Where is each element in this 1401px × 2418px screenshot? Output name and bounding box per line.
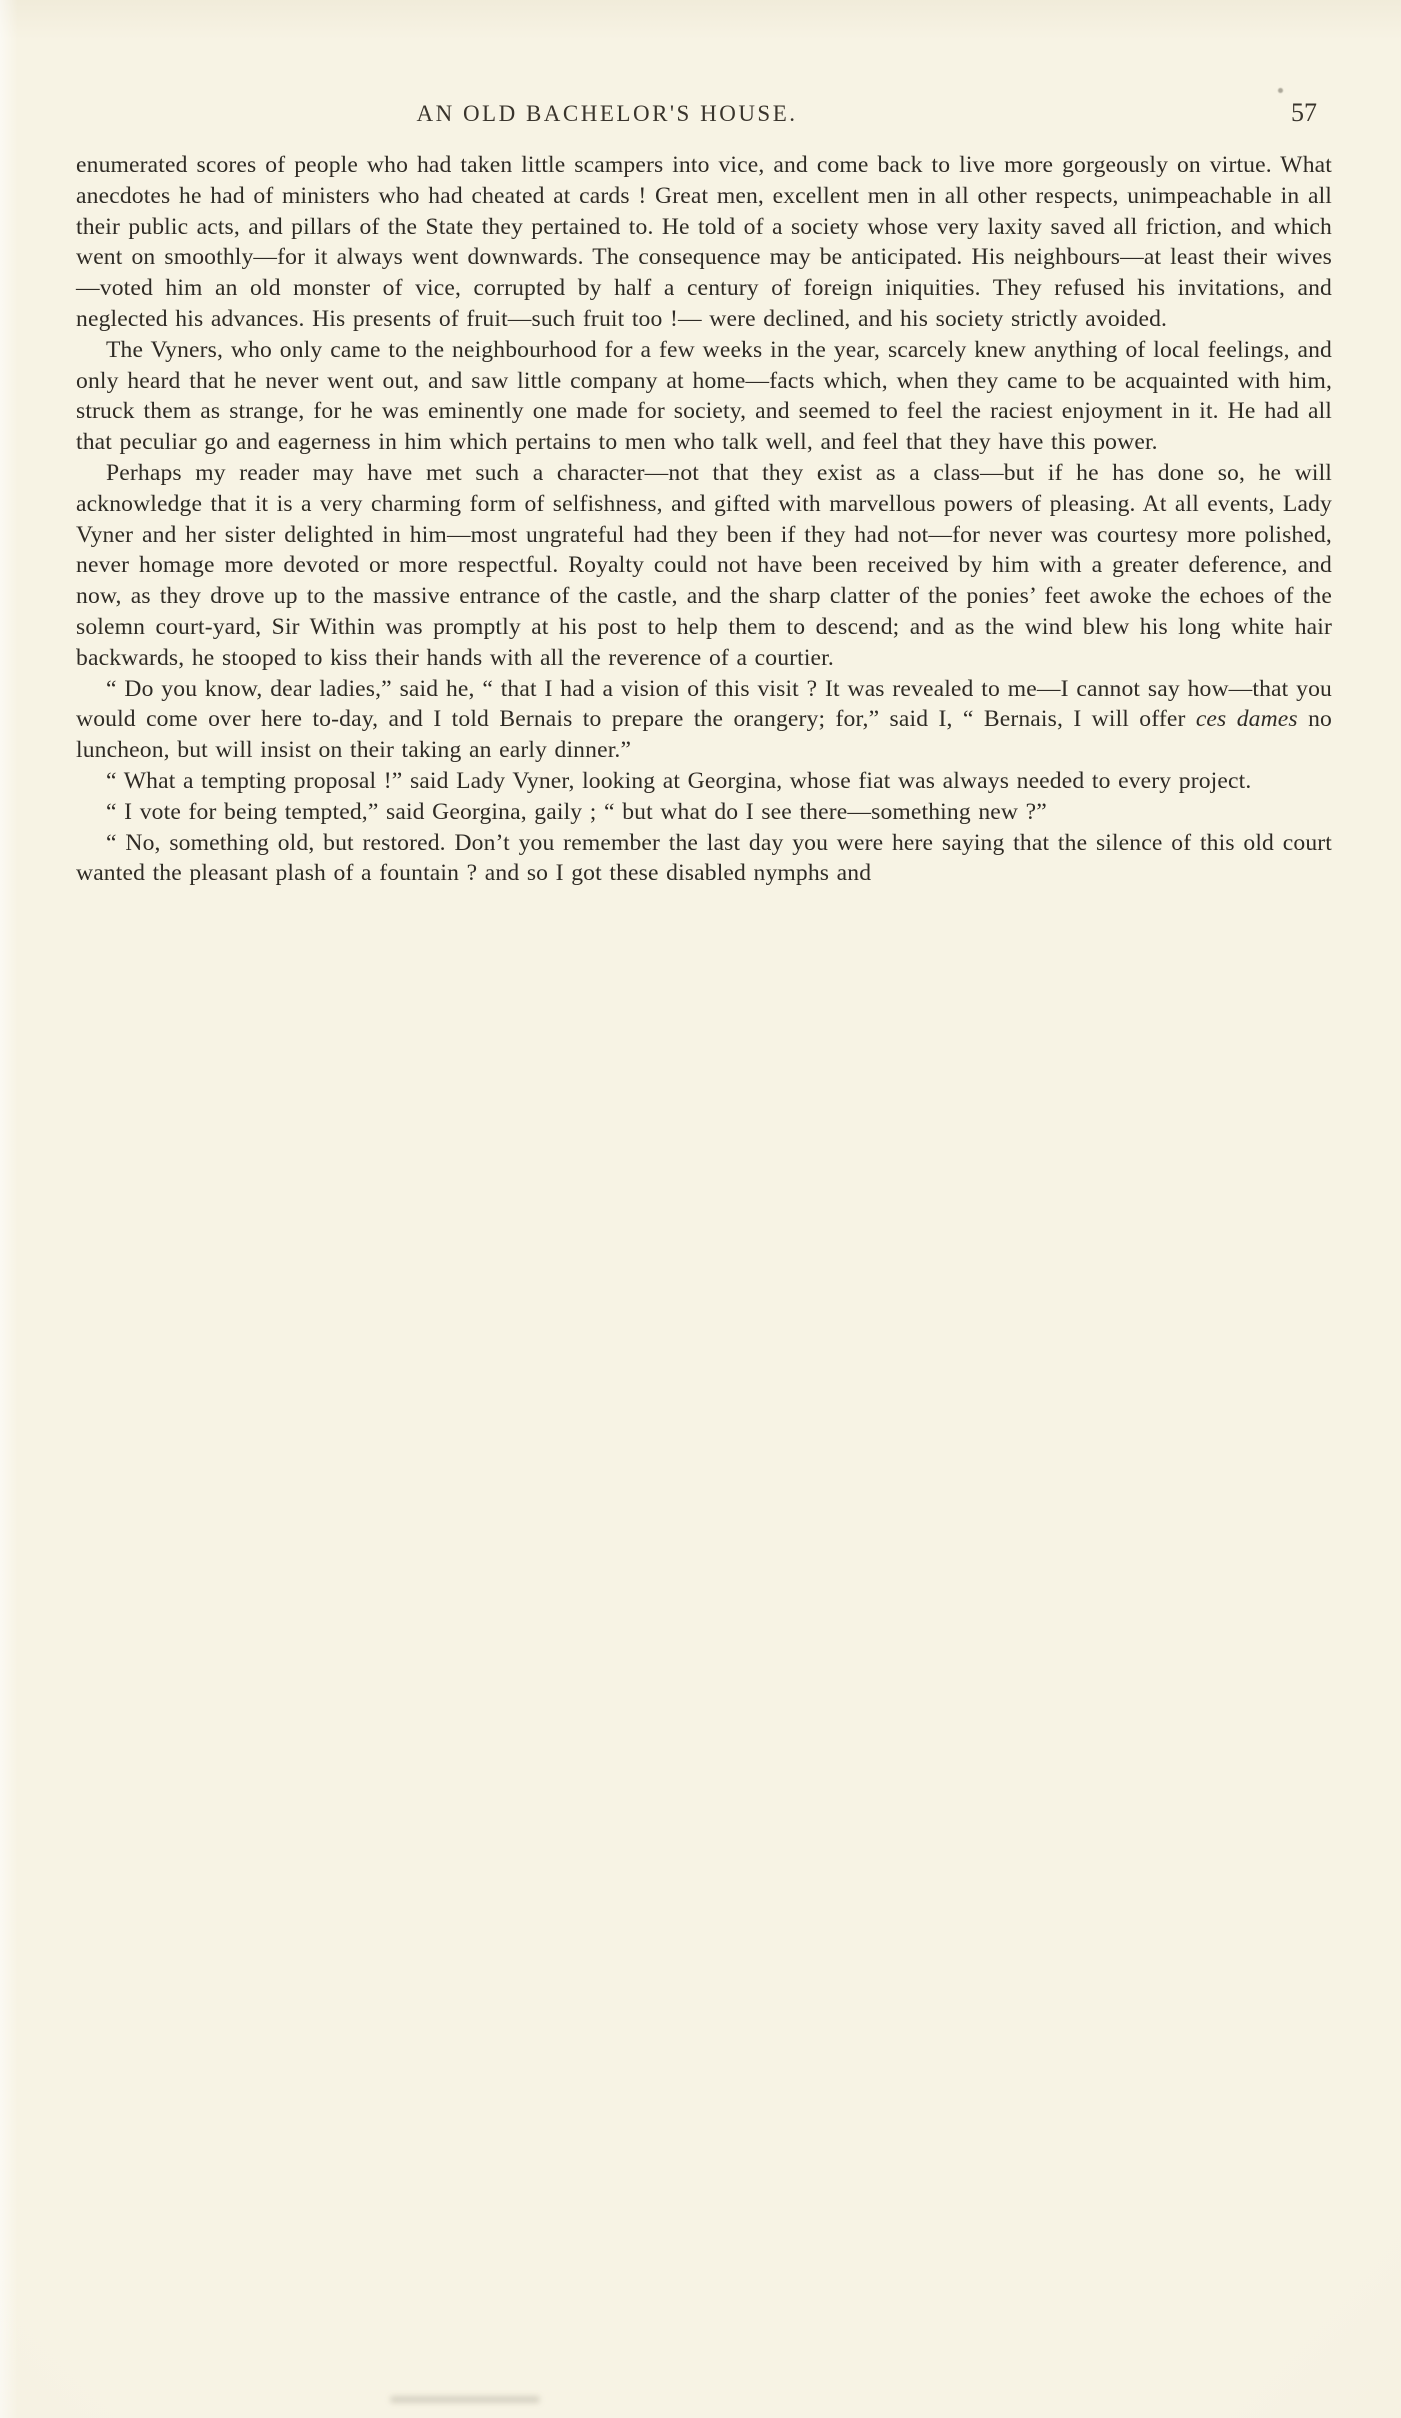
page-number: 57: [1291, 98, 1317, 127]
paragraph-7: “ No, something old, but restored. Don’t you remember the last day you were here saying that the silence of this old court wanted the pleasant plash of a fountain ? and so I got these disabled nymphs and: [76, 829, 1332, 887]
paragraph-2: The Vyners, who only came to the neighbourhood for a few weeks in the year, scarcely knew anything of local feelings, and only heard that he never went out, and saw little company at home—facts which, when they came to be acquainted with him, struck them as strange, for he was eminently one made for society, and seemed to feel the raciest enjoyment in it. He had all that peculiar go and eagerness in him which pertains to men who talk well, and feel that they have this power.: [76, 336, 1332, 456]
ink-fleck: [1278, 88, 1283, 93]
scan-smudge: [390, 2396, 540, 2403]
paragraph-1: enumerated scores of people who had taken little scampers into vice, and come back to live more gorgeously on virtue. What anecdotes he had of ministers who had cheated at cards ! Great men, excellent men in all other respects, unimpeachable in all their public acts, and pillars of the State they pertained to. He told of a society whose very laxity saved all friction, and which went on smoothly—for it always went downwards. The consequence may be anticipated. His neighbours—at least their wives—voted him an old monster of vice, corrupted by half a century of foreign iniquities. They refused his invitations, and neglected his advances. His presents of fruit—such fruit too !— were declined, and his society strictly avoided.: [76, 152, 1332, 332]
paragraph-6: “ I vote for being tempted,” said Georgina, gaily ; “ but what do I see there—something new ?”: [106, 798, 1047, 825]
paragraph-4: [76, 674, 1332, 766]
paragraph-4-segment-before: “ Do you know, dear ladies,” said he, “ that I had a vision of this visit ? It was revealed to me—I cannot say how—that you would come over here to-day, and I told Bernais to prepare the orangery; for,” said I, “ Bernais, I will offer: [76, 675, 1332, 733]
running-header: [75, 98, 1323, 135]
italic-phrase: ces dames: [1195, 706, 1298, 733]
running-title: AN OLD BACHELOR'S HOUSE.: [416, 101, 798, 126]
paragraph-5: “ What a tempting proposal !” said Lady Vyner, looking at Georgina, whose fiat was always needed to every project.: [106, 767, 1252, 794]
page-text-body: [76, 150, 1332, 889]
paragraph-3: Perhaps my reader may have met such a character—not that they exist as a class—but if he has done so, he will acknowledge that it is a very charming form of selfishness, and gifted with marvellous powers of pleasing. At all events, Lady Vyner and her sister delighted in him—most ungrateful had they been if they had not—for never was courtesy more polished, never homage more devoted or more respectful. Royalty could not have been received by him with a greater deference, and now, as they drove up to the massive entrance of the castle, and the sharp clatter of the ponies’ feet awoke the echoes of the solemn court-yard, Sir Within was promptly at his post to help them to descend; and as the wind blew his long white hair backwards, he stooped to kiss their hands with all the reverence of a courtier.: [76, 459, 1332, 671]
paragraph-4-segment-after: no luncheon, but will insist on their taking an early dinner.”: [76, 706, 1332, 764]
